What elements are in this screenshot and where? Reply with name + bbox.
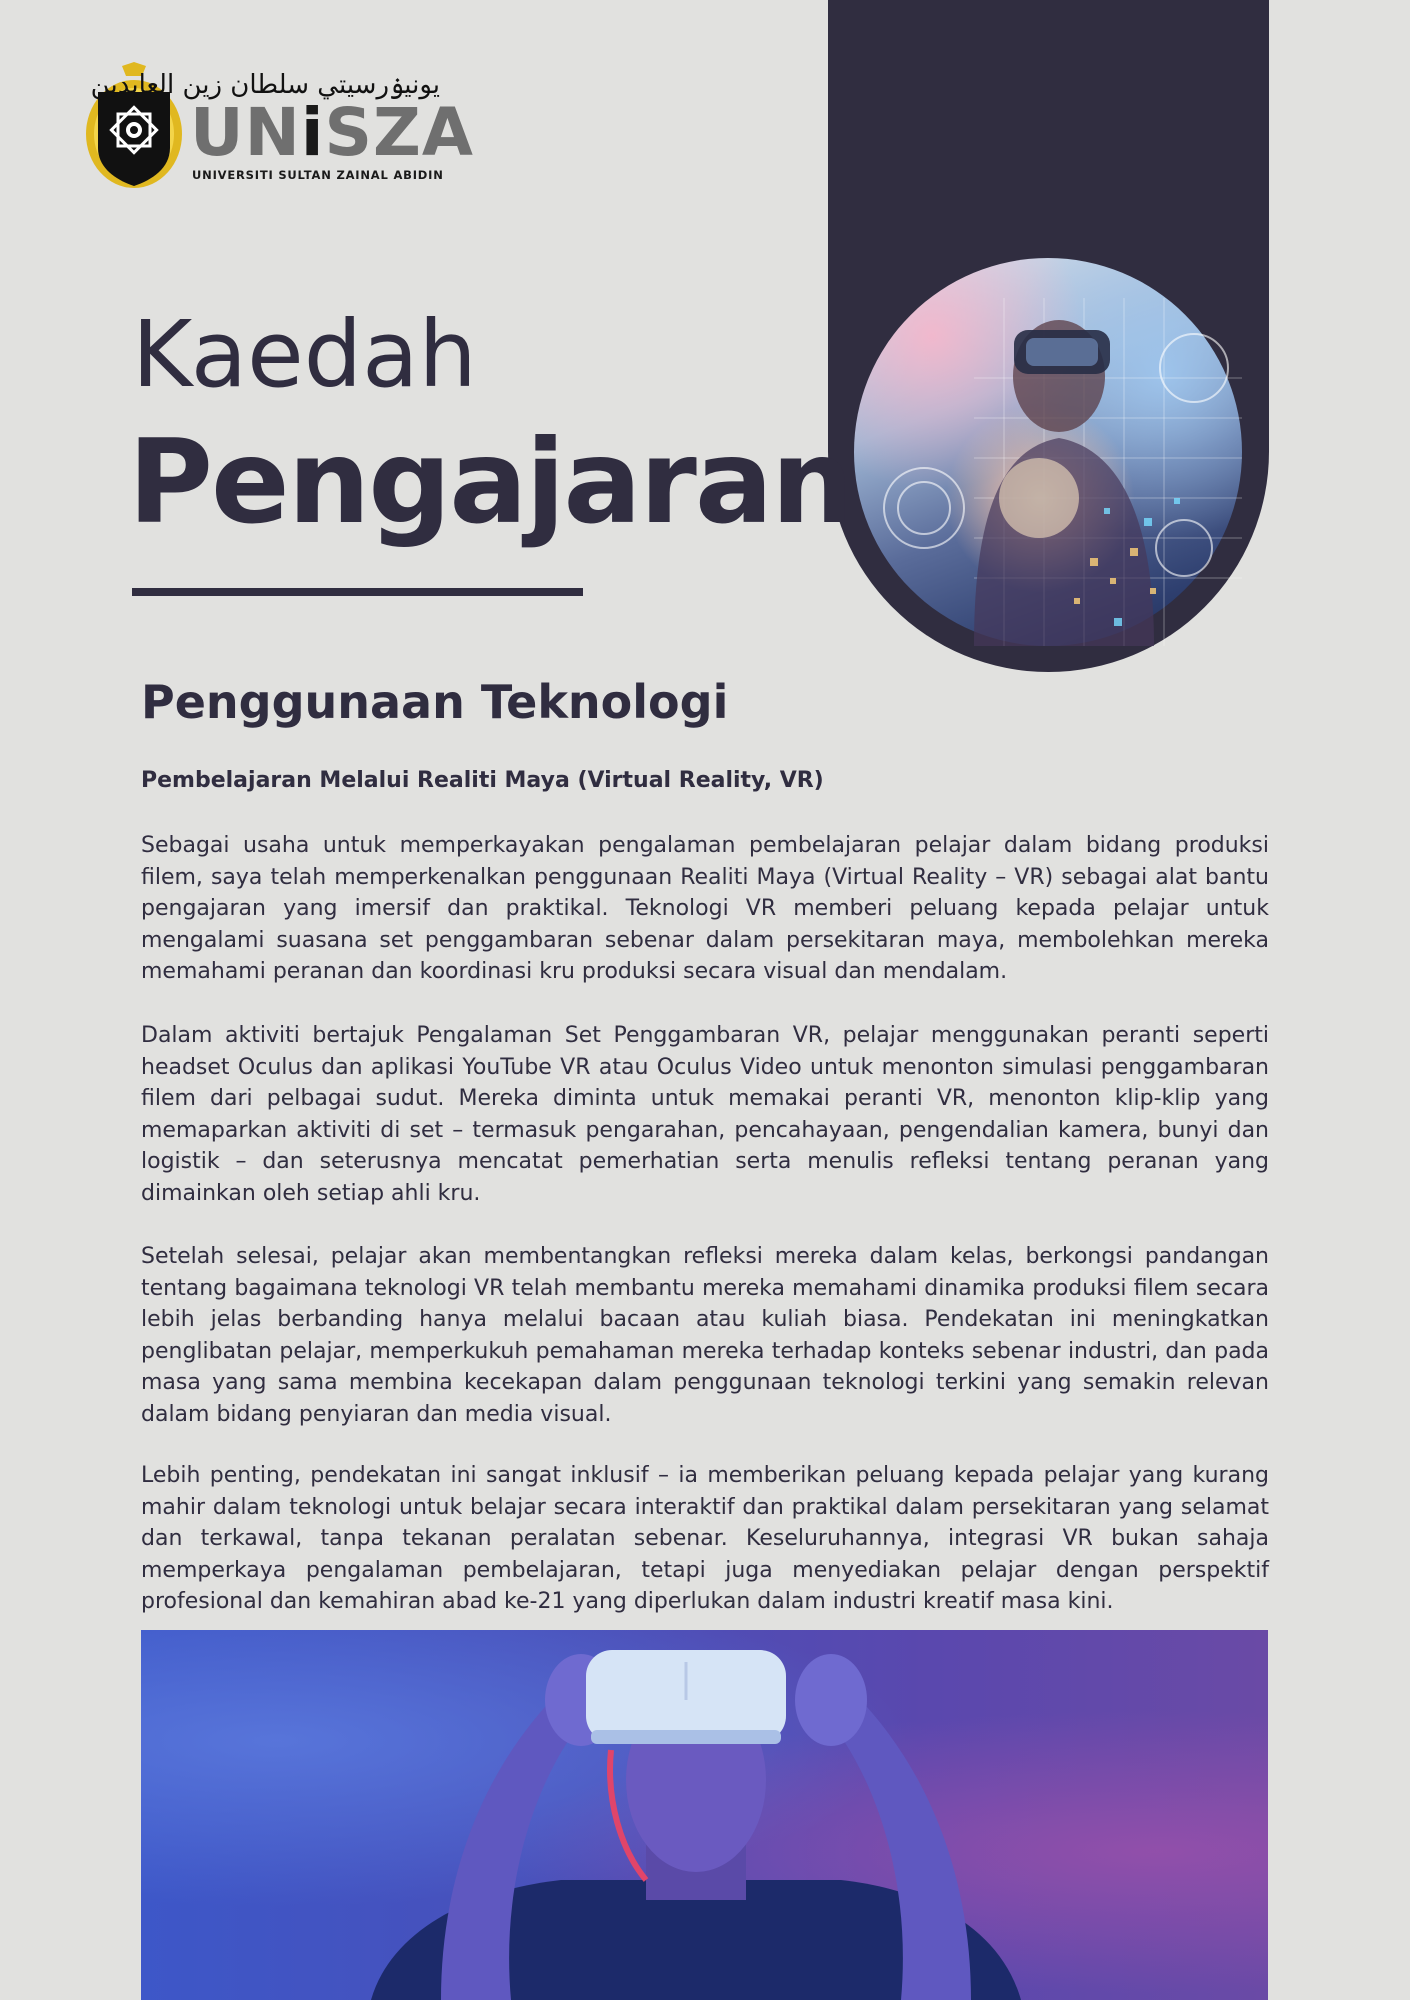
vr-user-photo xyxy=(141,1630,1268,2000)
page-title-line1: Kaedah xyxy=(132,301,477,408)
vr-circle-illustration xyxy=(854,258,1242,646)
paragraph-2: Dalam aktiviti bertajuk Pengalaman Set Penggambaran VR, pelajar menggunakan peranti seperti headset Oculus dan aplikasi YouTube VR atau Oculus Video untuk menonton simulasi penggambaran filem dari pelbagai sudut. Mereka diminta untuk memakai peranti VR, menonton klip-klip yang memaparkan aktiviti di set – termasuk pengarahan, pencahayaan, pengendalian kamera, bunyi dan logistik – dan seterusnya mencatat pemerhatian serta menulis refleksi tentang peranan yang dimainkan oleh setiap ahli kru. xyxy=(141,1023,1269,1206)
logo-word-right: SZA xyxy=(324,94,474,171)
paragraph-1: Sebagai usaha untuk memperkayakan pengalaman pembelajaran pelajar dalam bidang produksi filem, saya telah memperkenalkan penggunaan Realiti Maya (Virtual Reality – VR) sebagai alat bantu pengajaran yang imersif dan praktikal. Teknologi VR memberi peluang kepada pelajar untuk mengalami suasana set penggambaran sebenar dalam persekitaran maya, membolehkan mereka memahami peranan dan koordinasi kru produksi secara visual dan mendalam. xyxy=(141,833,1269,985)
section-subheading: Pembelajaran Melalui Realiti Maya (Virtual Reality, VR) xyxy=(141,768,824,793)
vr-user-illustration xyxy=(141,1630,1268,2000)
paragraph-4: Lebih penting, pendekatan ini sangat inklusif – ia memberikan peluang kepada pelajar yang kurang mahir dalam teknologi untuk belajar secara interaktif dan praktikal dalam persekitaran yang selamat dan terkawal, tanpa tekanan peralatan sebenar. Keseluruhannya, integrasi VR bukan sahaja memperkaya pengalaman pembelajaran, tetapi juga menyediakan pelajar dengan perspektif profesional dan kemahiran abad ke-21 yang diperlukan dalam industri kreatif masa kini. xyxy=(141,1463,1269,1615)
section-heading: Penggunaan Teknologi xyxy=(141,675,729,729)
vr-circle-photo xyxy=(854,258,1242,646)
logo-wordmark xyxy=(190,94,474,171)
title-underline xyxy=(132,588,583,596)
logo-arabic-text: يونيۏرسيتي سلطان زين العابدين xyxy=(90,70,440,100)
logo-word-mid: i xyxy=(300,94,325,171)
logo-word-left: UN xyxy=(190,94,301,171)
paragraph-3: Setelah selesai, pelajar akan membentangkan refleksi mereka dalam kelas, berkongsi pandangan tentang bagaimana teknologi VR telah membantu mereka memahami dinamika produksi filem secara lebih jelas berbanding hanya melalui bacaan atau kuliah biasa. Pendekatan ini meningkatkan penglibatan pelajar, memperkukuh pemahaman mereka terhadap konteks sebenar industri, dan pada masa yang sama membina kecekapan dalam penggunaan teknologi terkini yang semakin relevan dalam bidang penyiaran dan media visual. xyxy=(141,1244,1269,1427)
page-title-line2: Pengajaran xyxy=(128,415,852,550)
logo-subtitle: UNIVERSITI SULTAN ZAINAL ABIDIN xyxy=(192,168,444,182)
unisza-logo xyxy=(84,58,474,194)
